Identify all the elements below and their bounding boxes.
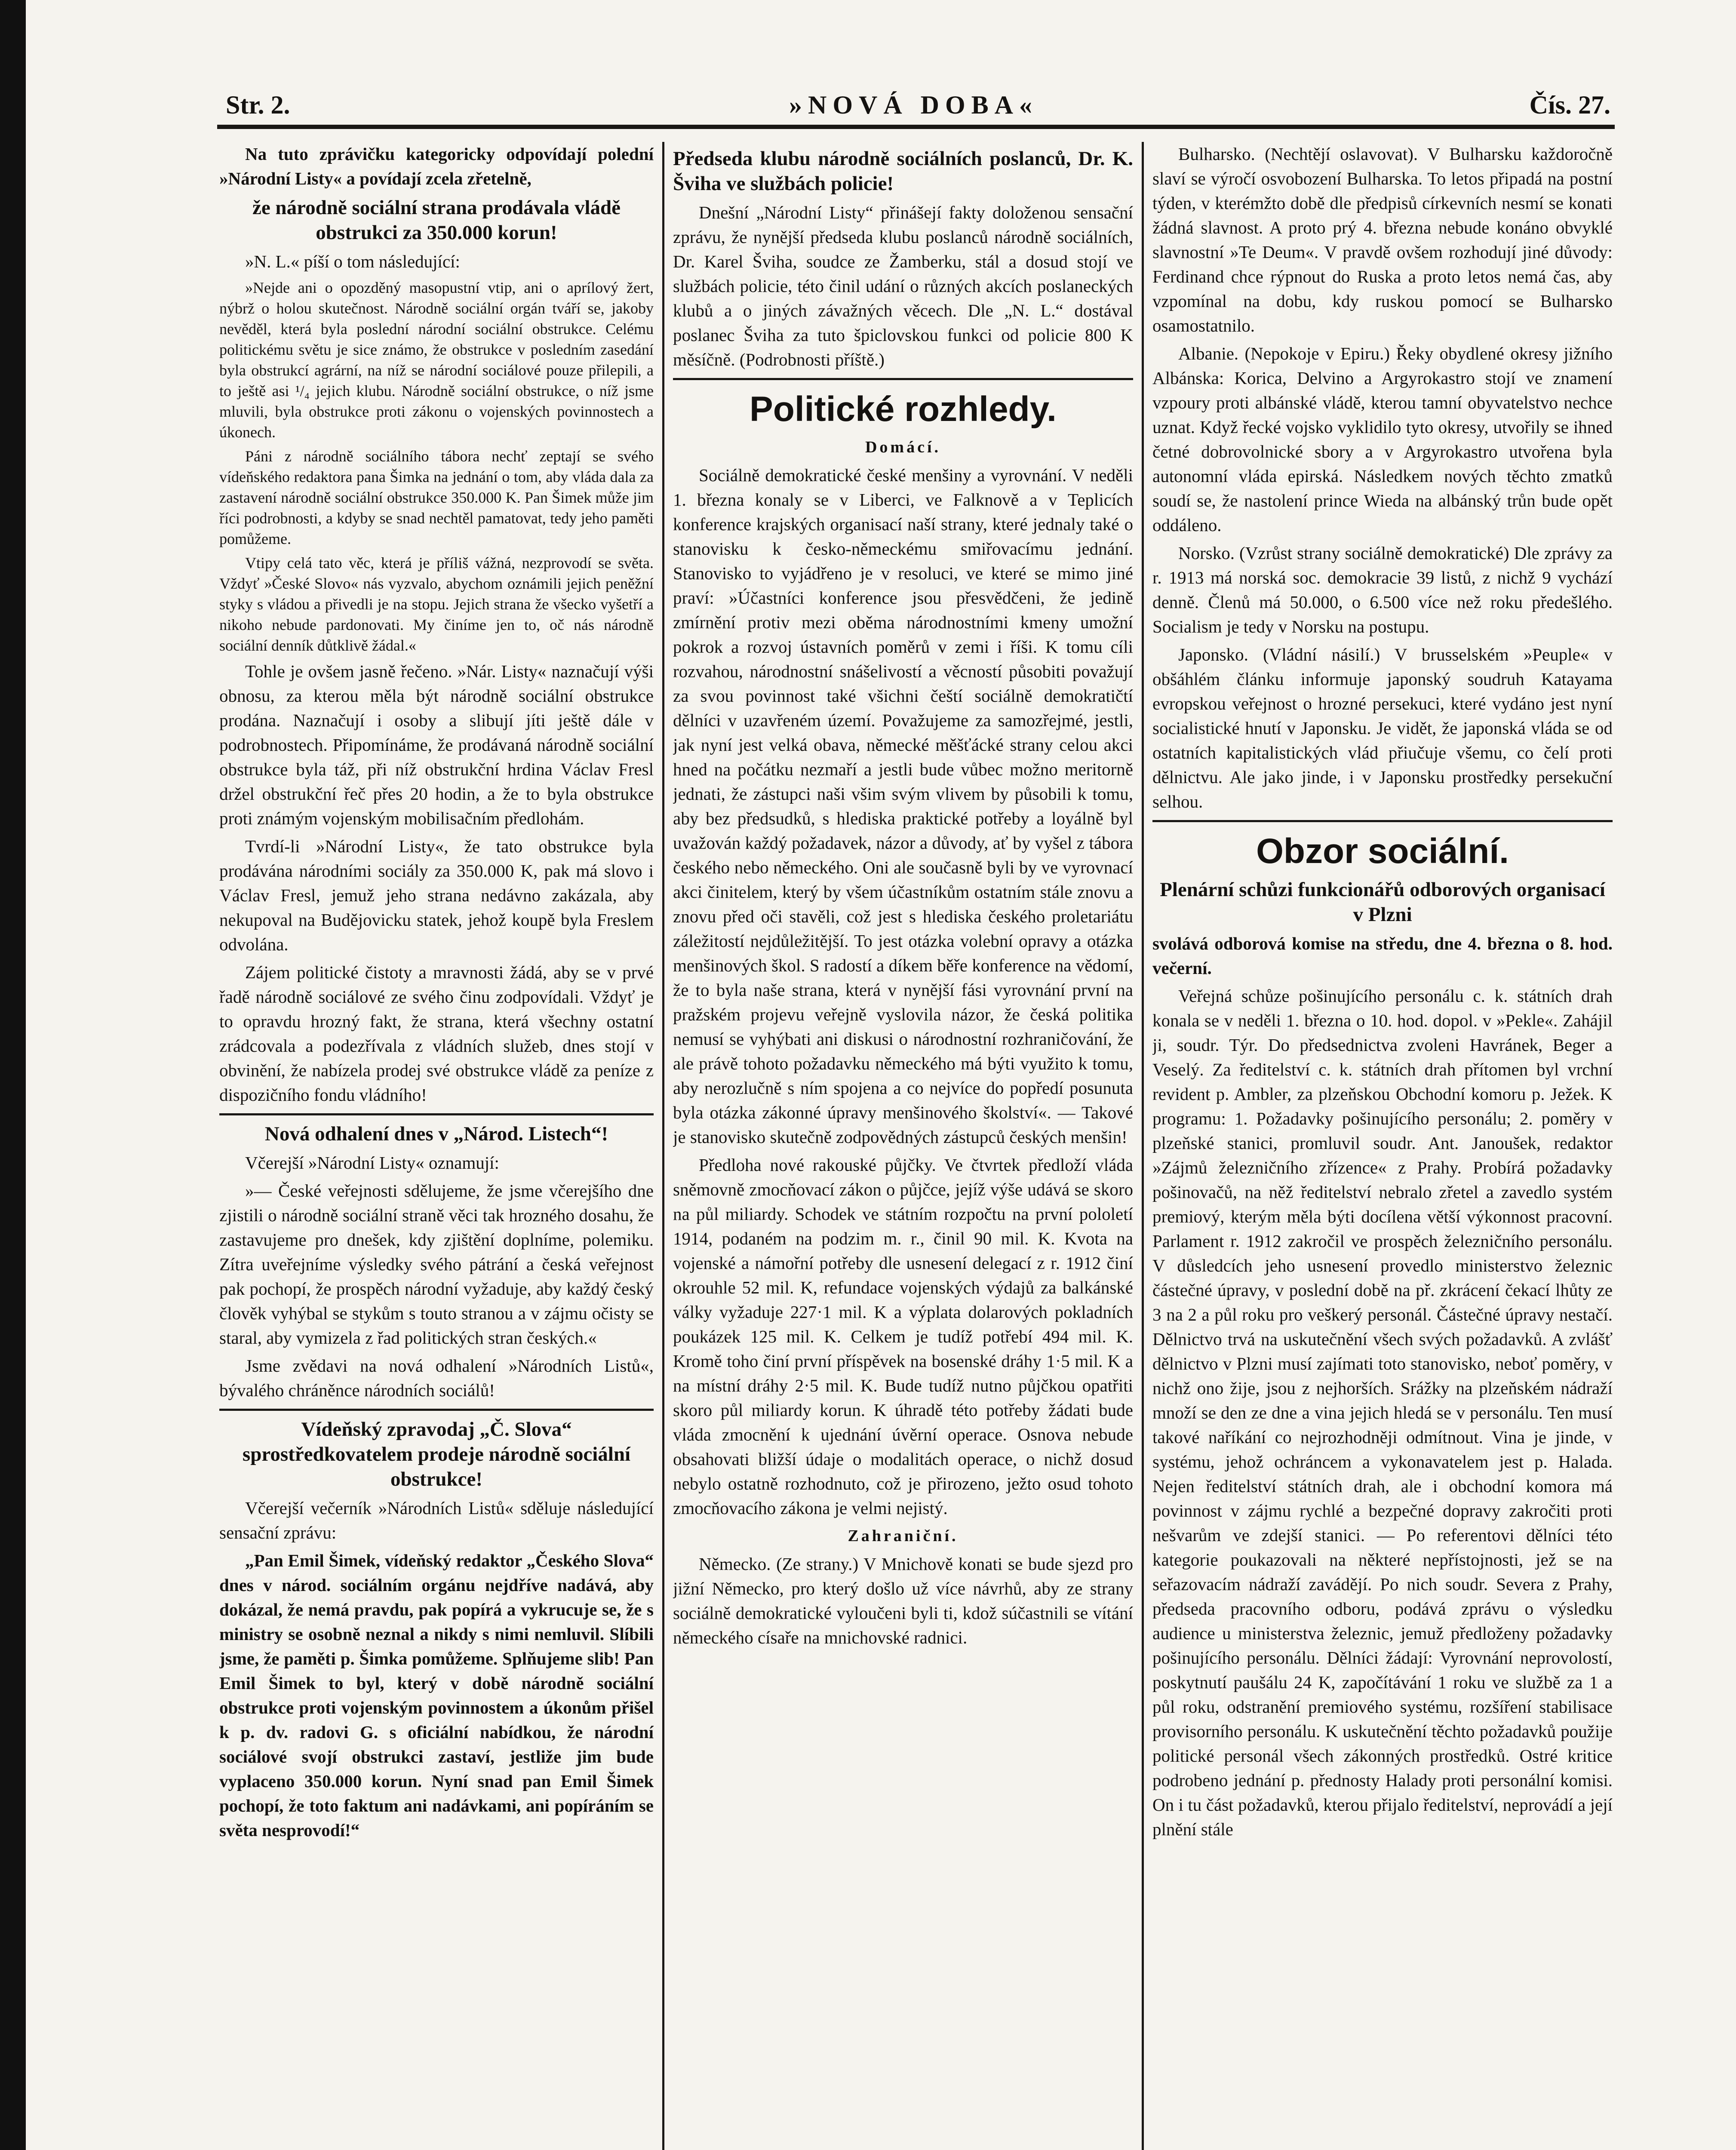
section-rule	[1152, 820, 1613, 822]
article-headline: Nová odhalení dnes v „Národ. Listech“!	[264, 1123, 608, 1145]
article-headline: Vídeňský zpravodaj „Č. Slova“ sprostředkovatelem prodeje národně sociální obstrukce!	[242, 1418, 631, 1490]
quoted-paragraph: »Nejde ani o opozděný masopustní vtip, ani o aprílový žert, nýbrž o holou skutečnost. Národně sociální orgán tváří se, jakoby nevěděl, která byla poslední národní sociální obstrukce. Celému politickému světu je sice známo, že obstrukce v posledním zasedání byla obstrukcí agrární, na níž se národní sociálové pouze přilepili, a to ještě asi ¹/₄ jejich klubu. Národně sociální obstrukce, o níž jsme mluvili, byla obstrukce proti zákonu o vojenských povinnostech a úkonech.	[219, 279, 654, 441]
page-header	[217, 86, 1628, 120]
article-paragraph: Německo. (Ze strany.) V Mnichově konati se bude sjezd pro jižní Německo, pro který došlo už více návrhů, aby ze strany sociálně demokratické vyloučeni byli ti, kdož súčastnili se vítání německého císaře na mnichovské radnici.	[673, 1554, 1133, 1647]
scan-edge	[0, 0, 26, 2150]
section-title: Obzor sociální.	[1256, 832, 1509, 871]
article-paragraph: Norsko. (Vzrůst strany sociálně demokratické) Dle zprávy za r. 1913 má norská soc. demokracie 39 listů, z nichž 9 vychází denně. Členů má 50.000, o 6.500 více než roku předešlého. Socialism je tedy v Norsku na postupu.	[1152, 543, 1613, 636]
article-paragraph: »N. L.« píší o tom následující:	[245, 252, 460, 271]
article-paragraph: Albanie. (Nepokoje v Epiru.) Řeky obydlené okresy jižního Albánska: Korica, Delvino a Argyrokastro stojí ve znamení vzpoury proti albánské vládě, kterou tamní obyvatelstvo nechce uznat. Když řecké vojsko vyklidilo tyto okresy, utvořily se ihned četné dobrovolnické sbory a v Argyrokastro utvořena byla autonomní vláda epirská. Následkem nových těchto zmatků soudí se, že nastolení prince Wieda na albánský trůn bude opět oddáleno.	[1152, 344, 1613, 535]
section-subtitle: Domácí.	[865, 438, 941, 456]
article-paragraph: Na tuto zprávičku kategoricky odpovídají polední »Národní Listy« a povídají zcela zřetelně,	[219, 144, 654, 188]
page-number: Str. 2.	[226, 91, 290, 119]
article-paragraph: Bulharsko. (Nechtějí oslavovat). V Bulharsku každoročně slaví se výročí osvobození Bulharska. To letos připadá na postní týden, v kterémžto době dle předpisů církevních nesmí se konati žádná slavnost. A proto prý 4. března nebude konáno obvyklé slavnostní »Te Deum«. V pravdě ovšem rozhodují jiné důvody: Ferdinand chce rýpnout do Ruska a proto letos nemá čas, aby vzpomínal na dobu, kdy ruskou pomocí se Bulharsko osamostatnilo.	[1152, 144, 1613, 335]
column-divider	[1142, 142, 1144, 2150]
column-divider	[662, 142, 664, 2150]
article-paragraph: »— České veřejnosti sdělujeme, že jsme včerejšího dne zjistili o národně sociální straně věci tak hrozného dosahu, že zastavujeme pro dnešek, kdy zjištění doplníme, polemiku. Zítra uveřejníme výsledky svého pátrání a česká veřejnost pak pochopí, že prospěch národní vyžaduje, aby každý český člověk vyhýbal se stykům s touto stranou a v zájmu očisty se staral, aby vymizela z řad politických stran českých.«	[219, 1181, 654, 1348]
section-title: Politické rozhledy.	[750, 390, 1057, 429]
article-headline: že národně sociální strana prodávala vládě obstrukci za 350.000 korun!	[252, 197, 621, 244]
section-rule	[673, 378, 1133, 380]
quoted-paragraph: Páni z národně sociálního tábora nechť zeptají se svého vídeňského redaktora pana Šimka na jednání o tom, aby vláda dala za zastavení národně sociální obstrukce 350.000 K. Pan Šimek může jim říci podrobnosti, a kdyby se snad nechtěl pamatovat, tedy jeho paměti pomůžeme.	[219, 448, 654, 547]
article-paragraph: Včerejší večerník »Národních Listů« sděluje následující sensační zprávu:	[219, 1498, 654, 1542]
article-paragraph: Sociálně demokratické české menšiny a vyrovnání. V neděli 1. března konaly se v Liberci, ve Falknově a v Teplicích konference krajských organisací naší strany, které jednaly také o stanovisku k česko-německému smiřovacímu jednání. Stanovisko to vyjádřeno je v resoluci, ve které se mimo jiné praví: »Účastníci konference jsou přesvědčeni, že jedině zmírnění protiv mezi oběma národnostními kmeny umožní pokrok a rozvoj ústavních poměrů v zemi i říši. K tomu cíli rozvahou, národnostní snášelivostí a věcností působiti považují za svou povinnost také všichni čeští sociálně demokratičtí dělníci v uzavřeném území. Považujeme za samozřejmé, jestli, jak nyní jest velká obava, německé měšťácké strany celou akci hned na počátku nezmaří a jestli bude vůbec možno meritorně jednati, že zástupci naši všim svým vlivem by působili k tomu, aby bez předsudků, s hlediska praktické potřeby a loyálně byl uvažován každý požadavek, názor a důvody, ať by vyšel z tábora českého nebo německého. Oni ale současně byli by ve vyrovnací akci činitelem, který by všem účastníkům ostatním stále znovu a znovu před oči stavěli, což jest s hlediska českého proletariátu záležitostí nejdůležitější. To jest otázka volební opravy a otázka menšinových škol. S radostí a díkem běře konference na vědomí, že to byla naše strana, která v nynější fási vyrovnání první na pražském projevu veřejně vyslovila názor, že česká politika nemusí se vyhýbati ani diskusi o národnostní rozhraničování, že ale právě tohoto požadavku německého má býti využito k tomu, aby nerozlučně s ním spojena a co nejvíce do popředí posunuta byla otázka zákonné úpravy menšinového školství«. — Takové je stanovisko skutečně zodpovědných zástupců českých menšin!	[673, 465, 1133, 1147]
column-3	[1152, 142, 1613, 2150]
article-headline: Plenární schůzi funkcionářů odborových organisací v Plzni	[1160, 878, 1605, 926]
article-paragraph: Tohle je ovšem jasně řečeno. »Nár. Listy« naznačují výši obnosu, za kterou měla být národně sociální obstrukce prodána. Naznačují i osoby a slibují jíti ještě dále v podrobnostech. Připomínáme, že prodávaná národně sociální obstrukce byla táž, při níž obstrukční hrdina Václav Fresl držel obstrukční řeč přes 20 hodin, a že to byla obstrukce proti známým vojenským mobilisačním předlohám.	[219, 661, 654, 828]
section-rule	[219, 1409, 654, 1411]
article-paragraph: Tvrdí-li »Národní Listy«, že tato obstrukce byla prodávána národními sociály za 350.000 K, pak má slovo i Václav Fresl, jemuž jeho strana nedávno zakázala, aby nekupoval na Budějovicku statek, jehož koupě byla Freslem odvolána.	[219, 836, 654, 954]
article-paragraph: Včerejší »Národní Listy« oznamují:	[245, 1153, 499, 1173]
article-paragraph: Veřejná schůze pošinujícího personálu c. k. státních drah konala se v neděli 1. března o 10. hod. dopol. v »Pekle«. Zahájil ji, soudr. Týr. Do předsednictva zvoleni Havránek, Beger a Veselý. Za ředitelství c. k. státních drah přítomen byl vrchní revident p. Ambler, za plzeňskou Obchodní komoru p. Ježek. K programu: 1. Požadavky pošinujícího personálu; 2. poměry v plzeňské stanici, promluvil soudr. Ant. Janoušek, redaktor »Zájmů železničního zřízence« z Prahy. Probírá požadavky pošinovačů, na něž ředitelství nebralo zřetel a zavedlo systém premiový, kterým měla býti docílena větší výkonnost pracovní. Parlament r. 1912 zakročil ve prospěch železničního personálu. V důsledcích jeho usnesení provedlo ministerstvo železnic částečné úpravy, v poslední době na př. zkrácení čekací lhůty ze 3 na 2 a půl roku pro veškerý personál. Částečné úpravy nestačí. Dělnictvo trvá na uskutečnění všech svých požadavků. A zvlášť dělnictvo v Plzni musí zajímati toto stanovisko, neboť poměry, v nichž ono žije, jsou z nejhorších. Srážky na plzeňském nádraží množí se den ze dne a vina jejich hledá se v personálu. Ten musí takové naříkání co nejrozhodněji odmítnout. Vina je jinde, v systému, jehož ochráncem a vykonavatelem jest p. Halada. Nejen ředitelství státních drah, ale i obchodní komora má povinnost v zájmu rychlé a bezpečné dopravy zakročiti proti nešvarům ve zdejší stanici. — Po referentovi dělníci této kategorie poukazovali na některé nepřístojnosti, jež se na seřazovacím nádraží zavádějí. Po nich soudr. Severa z Prahy, předseda pracovního odboru, podává zprávu o výsledku audience u ministerstva železnic, jemuž předloženy požadavky pošinujícího personálu. Dělníci žádají: Vyrovnání neprovolostí, poskytnutí paušálu 24 K, započítávání 1 roku ve službě za 1 a půl roku, odstranění premiového systému, rozšíření stabilisace provisorního personálu. K uskutečnění těchto požadavků použije politické personál všech zákonných prostředků. Ostré kritice podrobeno jednání p. přednosty Halady proti personální komisi. On i tu část požadavků, kterou přijalo ředitelství, neprovádí a její plnění stále	[1152, 986, 1613, 1839]
column-1	[219, 142, 654, 2150]
section-rule	[219, 1113, 654, 1115]
header-rule	[217, 125, 1615, 129]
article-paragraph: svolává odborová komise na středu, dne 4. března o 8. hod. večerní.	[1152, 934, 1613, 978]
section-subtitle: Zahraniční.	[848, 1527, 959, 1545]
issue-number: Čís. 27.	[1529, 91, 1610, 119]
column-2	[673, 142, 1133, 2150]
article-paragraph: Předloha nové rakouské půjčky. Ve čtvrtek předloží vláda sněmovně zmocňovací zákon o půjčce, jejíž výše udává se skoro na půl miliardy. Schodek ve státním rozpočtu na první pololetí 1914, podaném na podzim m. r., činil 90 mil. K. Kvota na vojenské a námořní potřeby dle usnesení delegací z r. 1912 činí okrouhle 52 mil. K, refundace vojenských výdajů za balkánské války vyžaduje 227·1 mil. K a výplata dolarových pokladních poukázek 125 mil. K. Celkem je tudíž potřebí 494 mil. K. Kromě toho činí první příspěvek na bosenské dráhy 1·5 mil. K a na místní dráhy 2·5 mil. K. Bude tudíž nutno půjčkou opatřiti skoro půl miliardy korun. K úhradě této potřeby žádati bude vláda zmocnění k ujednání úvěrní operace. Osnova nebude obsahovati bližší údaje o modalitách operace, o nichž dosud nebylo ostatně rozhodnuto, což je přirozeno, ježto osud tohoto zmocňovacího zákona je velmi nejistý.	[673, 1155, 1133, 1518]
article-headline: Předseda klubu národně sociálních poslanců, Dr. K. Šviha ve službách policie!	[673, 147, 1133, 195]
article-paragraph: Japonsko. (Vládní násilí.) V brusselském »Peuple« v obšáhlém článku informuje japonský soudruh Katayama evropskou veřejnost o hrozné persekuci, které vydáno jest nyní socialistické hnutí v Japonsku. Je vidět, že japonská vláda se od ostatních kapitalistických vlád přiučuje všemu, co čelí proti dělnictvu. Ale jako jinde, i v Japonsku prostředky persekuční selhou.	[1152, 645, 1613, 811]
article-paragraph: Jsme zvědavi na nová odhalení »Národních Listů«, bývalého chráněnce národních sociálů!	[219, 1356, 654, 1400]
article-paragraph: Dnešní „Národní Listy“ přinášejí fakty doloženou sensační zprávu, že nynější předseda klubu poslanců národně sociálních, Dr. Karel Šviha, soudce ze Žamberku, stál a dosud stojí ve službách policie, této činil udání o různých akcích poslaneckých klubů a o jiných závažných věcech. Dle „N. L.“ dostával poslanec Šviha za tuto špiclovskou funkci od policie 800 K měsíčně. (Podrobnosti příště.)	[673, 203, 1133, 369]
article-paragraph: Zájem politické čistoty a mravnosti žádá, aby se v prvé řadě národně sociálové ze svého činu zodpovídali. Vždyť je to opravdu hrozný fakt, že strana, která všechny ostatní zrádcovala a podezřívala z vládních služeb, dnes stojí v obvinění, že nabízela prodej své obstrukce vládě za peníze z dispozičního fondu vládního!	[219, 962, 654, 1105]
article-paragraph: „Pan Emil Šimek, vídeňský redaktor „Českého Slova“ dnes v národ. sociálním orgánu nejdříve nadává, aby dokázal, že nemá pravdu, pak popírá a vykrucuje se, že s ministry se osobně neznal a nikdy s nimi nemluvil. Slíbili jsme, že paměti p. Šimka pomůžeme. Splňujeme slib! Pan Emil Šimek to byl, který v době národně sociální obstrukce proti vojenským povinnostem a úkonům přišel k p. dv. radovi G. s oficiální nabídkou, že národní sociálové svojí obstrukci zastaví, jestliže jim bude vyplaceno 350.000 korun. Nyní snad pan Emil Šimek pochopí, že toto faktum ani nadávkami, ani popíráním se světa nesprovodí!“	[219, 1551, 654, 1840]
newspaper-title: »NOVÁ DOBA«	[789, 91, 1039, 119]
quoted-paragraph: Vtipy celá tato věc, která je příliš vážná, nezprovodí se světa. Vždyť »České Slovo« nás vyzvalo, abychom oznámili jejich peněžní styky s vládou a přivedli je na stopu. Jejich strana že všecko vyšetří a nikoho nebude pardonovati. My činíme jen to, oč nás národně sociální denník důtklivě žádal.«	[219, 554, 654, 654]
